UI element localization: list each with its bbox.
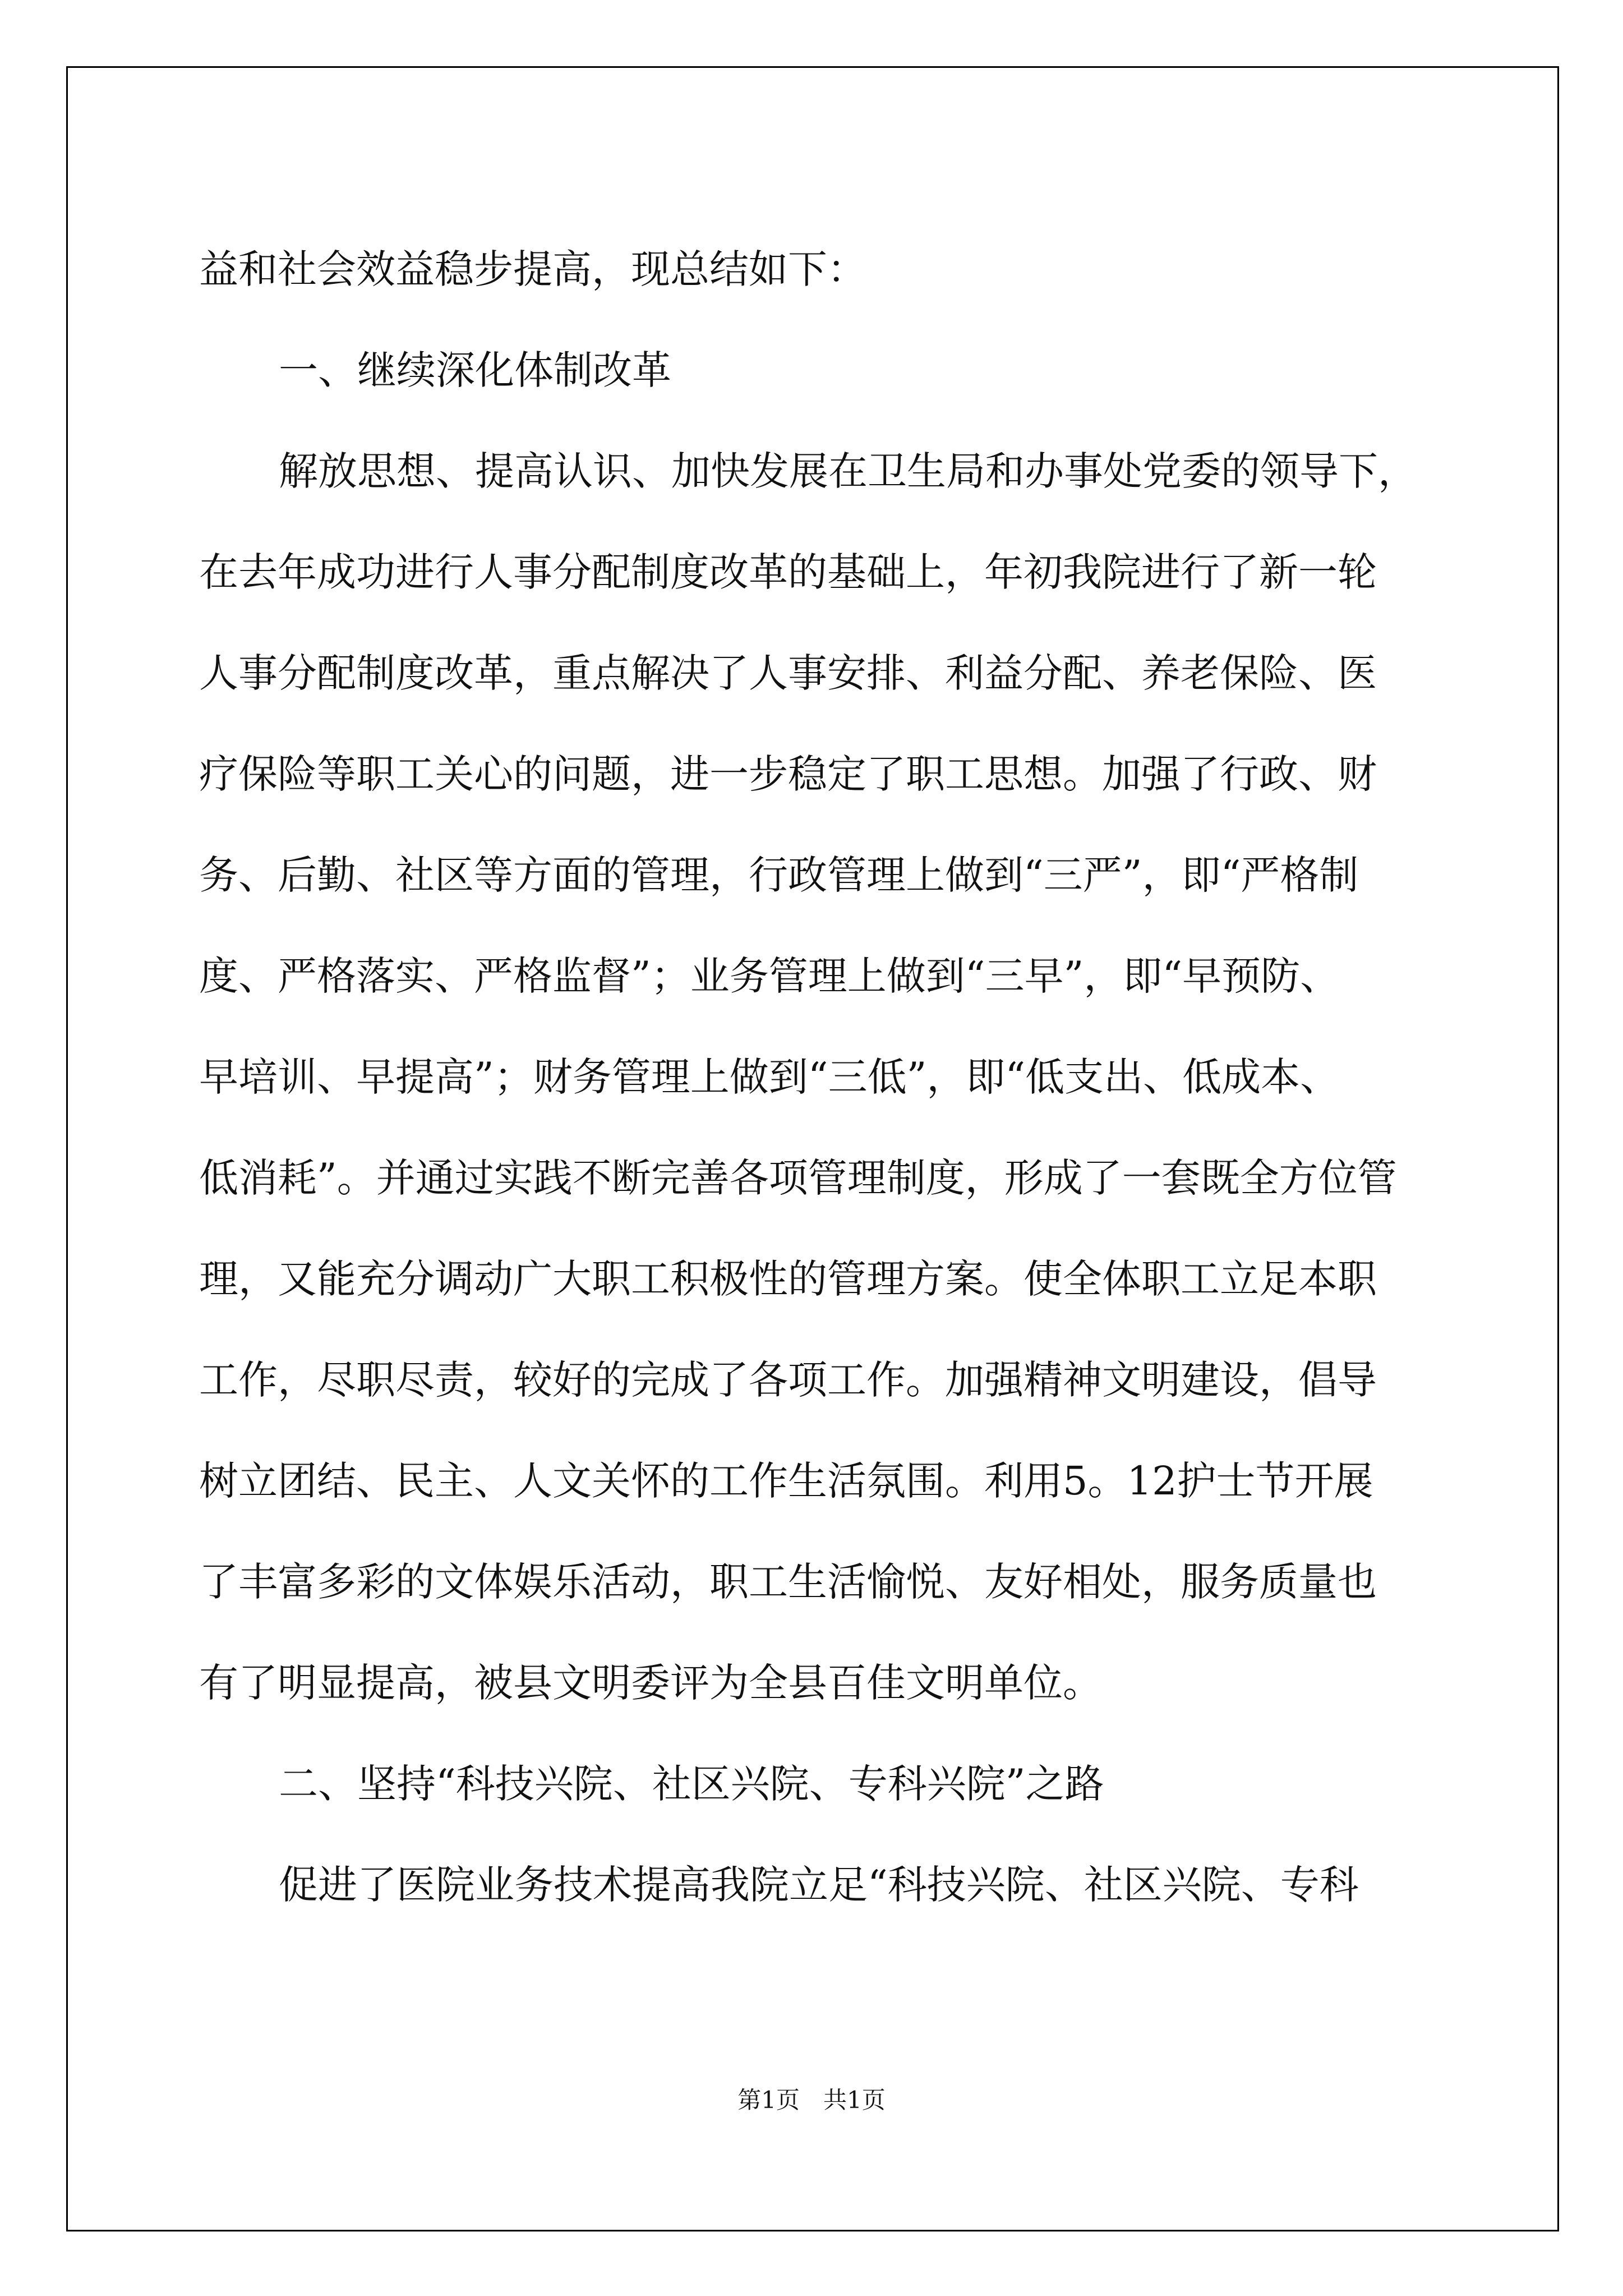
section-heading-1: 一、继续深化体制改革: [279, 347, 671, 393]
text-line: 疗保险等职工关心的问题，进一步稳定了职工思想。加强了行政、财: [199, 751, 1377, 797]
text-line: 促进了医院业务技术提高我院立足“科技兴院、社区兴院、专科: [279, 1862, 1359, 1908]
text-line: 务、后勤、社区等方面的管理，行政管理上做到“三严”，即“严格制: [199, 852, 1359, 898]
document-body: [199, 219, 1433, 1935]
text-line: 有了明显提高，被县文明委评为全县百佳文明单位。: [199, 1660, 1102, 1706]
text-line: 度、严格落实、严格监督”；业务管理上做到“三早”，即“早预防、: [199, 953, 1340, 999]
section-heading-2: 二、坚持“科技兴院、社区兴院、专科兴院”之路: [279, 1761, 1104, 1807]
text-line: 人事分配制度改革，重点解决了人事安排、利益分配、养老保险、医: [199, 650, 1377, 696]
text-line: 工作，尽职尽责，较好的完成了各项工作。加强精神文明建设，倡导: [199, 1357, 1377, 1403]
text-line: 早培训、早提高”；财务管理上做到“三低”，即“低支出、低成本、: [199, 1054, 1340, 1100]
page-footer: 第1页 共1页: [737, 2086, 886, 2114]
text-line: 理，又能充分调动广大职工积极性的管理方案。使全体职工立足本职: [199, 1256, 1377, 1302]
text-line: 树立团结、民主、人文关怀的工作生活氛围。利用5。12护士节开展: [199, 1458, 1373, 1504]
text-line: 益和社会效益稳步提高，现总结如下：: [199, 246, 866, 292]
text-line: 了丰富多彩的文体娱乐活动，职工生活愉悦、友好相处，服务质量也: [199, 1559, 1377, 1605]
text-line: 在去年成功进行人事分配制度改革的基础上，年初我院进行了新一轮: [199, 549, 1377, 595]
text-line: 解放思想、提高认识、加快发展在卫生局和办事处党委的领导下，: [279, 448, 1417, 494]
text-line: 低消耗”。并通过实践不断完善各项管理制度，形成了一套既全方位管: [199, 1155, 1397, 1201]
